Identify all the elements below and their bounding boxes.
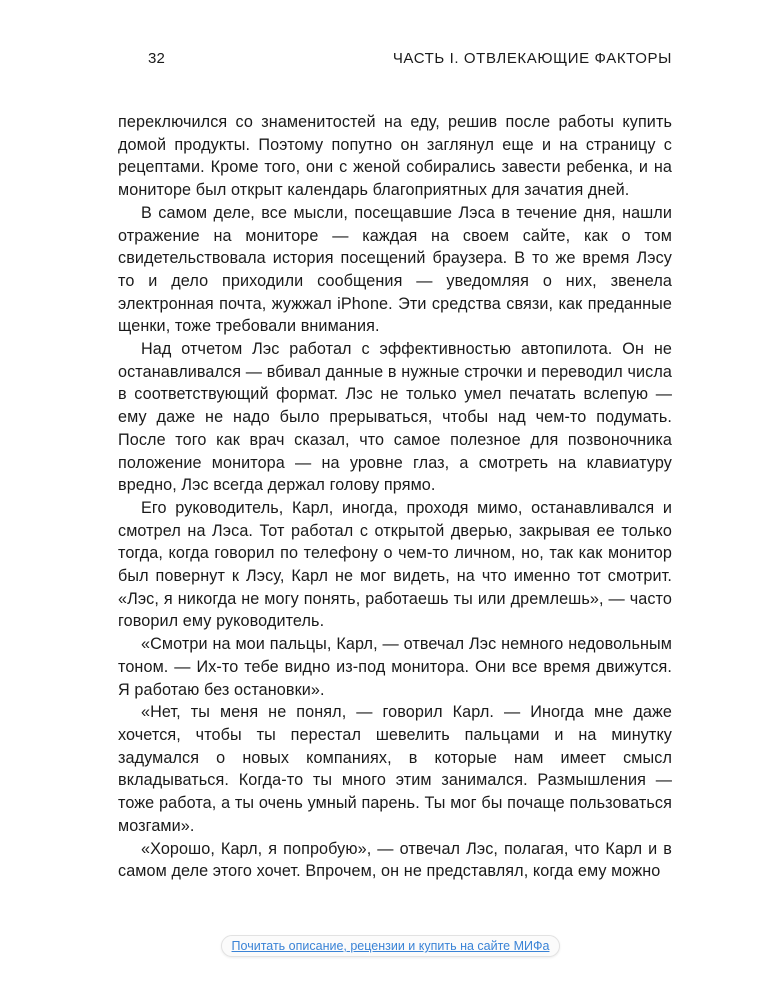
paragraph: «Нет, ты меня не понял, — говорил Карл. — Иногда мне даже хочется, чтобы ты перестал шевелить пальцами и на минутку задумался о новых компаниях, в которые нам имеет смысл вкладываться. Когда-то ты много этим занимался. Размышления — тоже работа, а ты очень умный парень. Ты мог бы почаще пользоваться мозгами».	[118, 703, 672, 835]
running-head	[118, 50, 672, 72]
body-text	[118, 111, 672, 883]
paragraph: Над отчетом Лэс работал с эффективностью автопилота. Он не останавливался — вбивал данные в нужные строчки и переводил числа в соответствующий формат. Лэс не только умел печатать вслепую — ему даже не надо было прерываться, чтобы над чем-то подумать. После того как врач сказал, что самое полезное для позвоночника положение монитора — на уровне глаз, а смотреть на клавиатуру вредно, Лэс всегда держал голову прямо.	[118, 340, 672, 495]
section-title: ЧАСТЬ I. ОТВЛЕКАЮЩИЕ ФАКТОРЫ	[392, 50, 672, 67]
buy-book-link[interactable]: Почитать описание, рецензии и купить на сайте МИФа	[221, 935, 561, 957]
footer-link-container	[0, 935, 781, 957]
paragraph: переключился со знаменитостей на еду, решив после работы купить домой продукты. Поэтому попутно он заглянул еще и на страницу с рецептами. Кроме того, они с женой собирались завести ребенка, и на мониторе был открыт календарь благоприятных для зачатия дней.	[118, 113, 672, 200]
page-number: 32	[148, 50, 166, 67]
paragraph: В самом деле, все мысли, посещавшие Лэса в течение дня, нашли отражение на мониторе — каждая на своем сайте, как о том свидетельствовала история посещений браузера. В то же время Лэсу то и дело приходили сообщения — уведомляя о них, звенела электронная почта, жужжал iPhone. Эти средства связи, как преданные щенки, тоже требовали внимания.	[118, 203, 672, 336]
paragraph: Его руководитель, Карл, иногда, проходя мимо, останавливался и смотрел на Лэса. Тот работал с открытой дверью, закрывая ее только тогда, когда говорил по телефону о чем-то личном, но, так как монитор был повернут к Лэсу, Карл не мог видеть, на что именно тот смотрит. «Лэс, я никогда не могу понять, работаешь ты или дремлешь», — часто говорил ему руководитель.	[118, 498, 672, 631]
paragraph: «Смотри на мои пальцы, Карл, — отвечал Лэс немного недовольным тоном. — Их-то тебе видно из-под монитора. Они все время движутся. Я работаю без остановки».	[118, 635, 672, 699]
paragraph: «Хорошо, Карл, я попробую», — отвечал Лэс, полагая, что Карл и в самом деле этого хочет. Впрочем, он не представлял, когда ему можно	[118, 839, 672, 881]
